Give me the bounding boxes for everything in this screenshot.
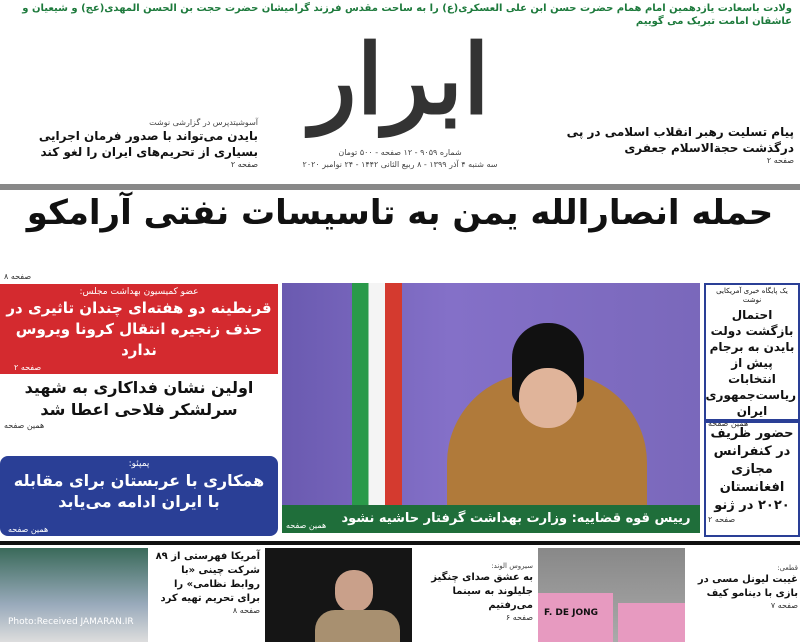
bottom-story-1[interactable]: [150, 550, 260, 616]
story-kicker: عضو کمیسیون بهداشت مجلس:: [79, 287, 199, 297]
flag-image: [352, 283, 402, 505]
teaser-kicker: آسوشیتدپرس در گزارشی نوشت: [149, 118, 258, 127]
bottom-story-3[interactable]: [688, 564, 798, 611]
caption-page: همین صفحه: [286, 521, 327, 530]
jersey-text: F. DE JONG: [544, 608, 599, 618]
teaser-page: صفحه ۲: [766, 156, 794, 165]
issue-date: سه شنبه ۴ آذر ۱۳۹۹ - ۸ ربیع الثانی ۱۴۴۲ - ۲۴ نوامبر ۲۰۲۰: [302, 160, 498, 169]
photo-caption: [282, 505, 700, 533]
story-page: همین صفحه: [708, 419, 749, 428]
teaser-page: صفحه ۲: [230, 160, 258, 169]
plane-photo[interactable]: [0, 548, 148, 642]
story-page: صفحه ۷: [770, 601, 798, 610]
red-story[interactable]: [0, 284, 278, 374]
bottom-story-2[interactable]: [415, 562, 533, 623]
caption-text: رییس قوه قضاییه: وزارت بهداشت گرفتار حاشیه نشود: [341, 511, 691, 526]
photo-credit: Photo:Received JAMARAN.IR: [8, 617, 134, 627]
lead-photo[interactable]: [282, 283, 700, 533]
left-teaser[interactable]: [8, 118, 258, 170]
story-title: به عشق صدای چنگیز جلیلوند به سینما می‌رفتیم: [431, 572, 533, 611]
headline-page: صفحه ۸: [4, 272, 32, 281]
side-story-1[interactable]: [704, 283, 800, 428]
story-page: صفحه ۲: [708, 515, 736, 524]
story-kicker: سیروس الوند:: [491, 562, 533, 570]
jersey-image: [618, 603, 685, 642]
story-title: غیبت لیونل مسی در بازی با دینامو کیف: [697, 574, 798, 599]
right-teaser[interactable]: [544, 124, 794, 166]
story-page: همین صفحه: [4, 421, 45, 430]
story-title: حضور ظریف در کنفرانس مجازی افغانستان ۲۰۲۰ در ژنو: [710, 426, 794, 513]
story-page: صفحه ۶: [505, 613, 533, 622]
football-photo[interactable]: [538, 548, 685, 642]
top-banner: ولادت باسعادت یازدهمین امام همام حضرت حسن ابن علی العسکری(ع) را به ساحت مقدس فرزند گرامیشان حضرت حجت بن الحسن المهدی(عج) و شیعیان و عاشقان امامت تبریک می گوییم: [22, 3, 792, 27]
divider: [0, 184, 800, 190]
story-kicker: قطعی:: [777, 564, 798, 572]
story-page: صفحه ۲: [14, 363, 42, 372]
side-story-2[interactable]: [704, 421, 800, 537]
mid-story[interactable]: [0, 377, 278, 431]
teaser-title: پیام تسلیت رهبر انقلاب اسلامی در پی درگذشت حجة‌الاسلام جعفری: [566, 125, 794, 155]
story-kicker: پمپئو:: [128, 459, 150, 469]
newspaper-logo: ابرار: [310, 23, 490, 136]
teaser-title: بایدن می‌تواند با صدور فرمان اجرایی بسیاری از تحریم‌های ایران را لغو کند: [38, 129, 258, 159]
story-title: آمریکا فهرستی از ۸۹ شرکت چینی «با روابط نظامی» را برای تحریم تهیه کرد: [155, 551, 260, 604]
story-page: صفحه ۸: [232, 606, 260, 615]
story-title: قرنطینه دو هفته‌ای چندان تاثیری در حذف زنجیره انتقال کرونا ویروس ندارد: [6, 299, 272, 359]
face-image: [335, 570, 373, 612]
actor-photo[interactable]: [265, 548, 412, 642]
story-kicker: یک پایگاه خبری آمریکایی نوشت: [716, 287, 788, 304]
divider: [0, 541, 800, 545]
blue-story[interactable]: [0, 456, 278, 536]
story-title: اولین نشان فداکاری به شهید سرلشکر فلاحی اعطا شد: [24, 378, 254, 419]
story-title: احتمال بازگشت دولت بایدن به برجام پیش از انتخابات ریاست‌جمهوری ایران: [705, 308, 796, 418]
story-title: همکاری با عربستان برای مقابله با ایران ادامه می‌یابد: [13, 471, 265, 511]
face-image: [519, 368, 577, 428]
body-image: [315, 610, 400, 642]
issue-info: شماره ۹۰۵۹ - ۱۲ صفحه - ۵۰۰ تومان: [338, 148, 462, 157]
main-headline[interactable]: حمله انصارالله یمن به تاسیسات نفتی آرامکو: [26, 193, 774, 233]
story-page: همین صفحه: [8, 525, 49, 534]
